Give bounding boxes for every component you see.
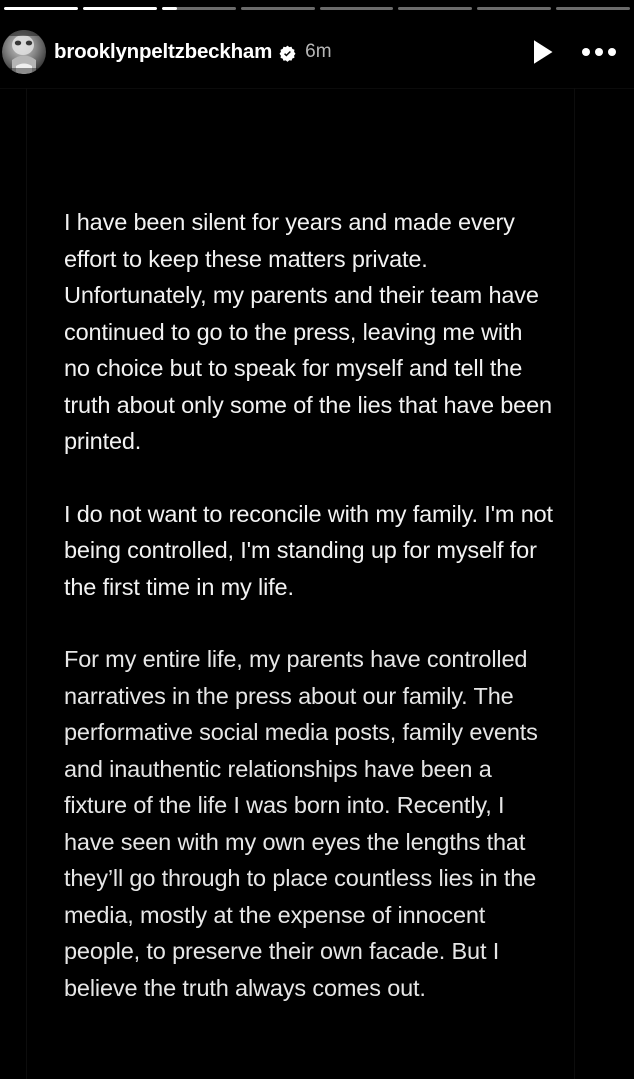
more-dot-3: [608, 48, 616, 56]
progress-segment[interactable]: [556, 7, 630, 10]
story-paragraph: I do not want to reconcile with my family. I'm not being controlled, I'm standing up for myself for the first time in my life.: [64, 500, 560, 600]
avatar[interactable]: [2, 30, 46, 74]
story-paragraph: I have been silent for years and made every effort to keep these matters private. Unfortunately, my parents and their team have continued to go to the press, leaving me with no choice but to speak for myself and tell the truth about only some of the lies that have been printed.: [64, 209, 559, 454]
username-label[interactable]: brooklynpeltzbeckham: [54, 40, 273, 63]
more-dot-2: [595, 48, 603, 56]
story-paragraph: For my entire life, my parents have controlled narratives in the press about our family. The performative social media posts, family events and inauthentic relationships have been a fixture of the life I was born into. Recently, I have seen with my own eyes the lengths that they’ll go through to place countless lies in the media, mostly at the expense of innocent people, to preserve their own facade. But I believe the truth always comes out.: [64, 646, 545, 1001]
story-header: [0, 26, 634, 78]
panel-edge-left: [26, 88, 27, 1079]
more-options-icon[interactable]: [582, 37, 616, 67]
story-text-body: [64, 204, 560, 1006]
panel-edge-top: [0, 88, 634, 89]
progress-segment[interactable]: [162, 7, 236, 10]
progress-segment-fill: [4, 7, 78, 10]
play-icon[interactable]: [530, 37, 556, 67]
progress-segment-fill: [83, 7, 157, 10]
progress-segment[interactable]: [83, 7, 157, 10]
progress-segment[interactable]: [241, 7, 315, 10]
story-progress-bar[interactable]: [4, 7, 630, 11]
verified-badge-icon: [279, 45, 296, 62]
progress-segment[interactable]: [398, 7, 472, 10]
progress-segment[interactable]: [320, 7, 394, 10]
story-timestamp: 6m: [305, 41, 332, 62]
more-dot-1: [582, 48, 590, 56]
panel-edge-right: [574, 88, 575, 1079]
progress-segment[interactable]: [4, 7, 78, 10]
progress-segment[interactable]: [477, 7, 551, 10]
progress-segment-fill: [162, 7, 177, 10]
